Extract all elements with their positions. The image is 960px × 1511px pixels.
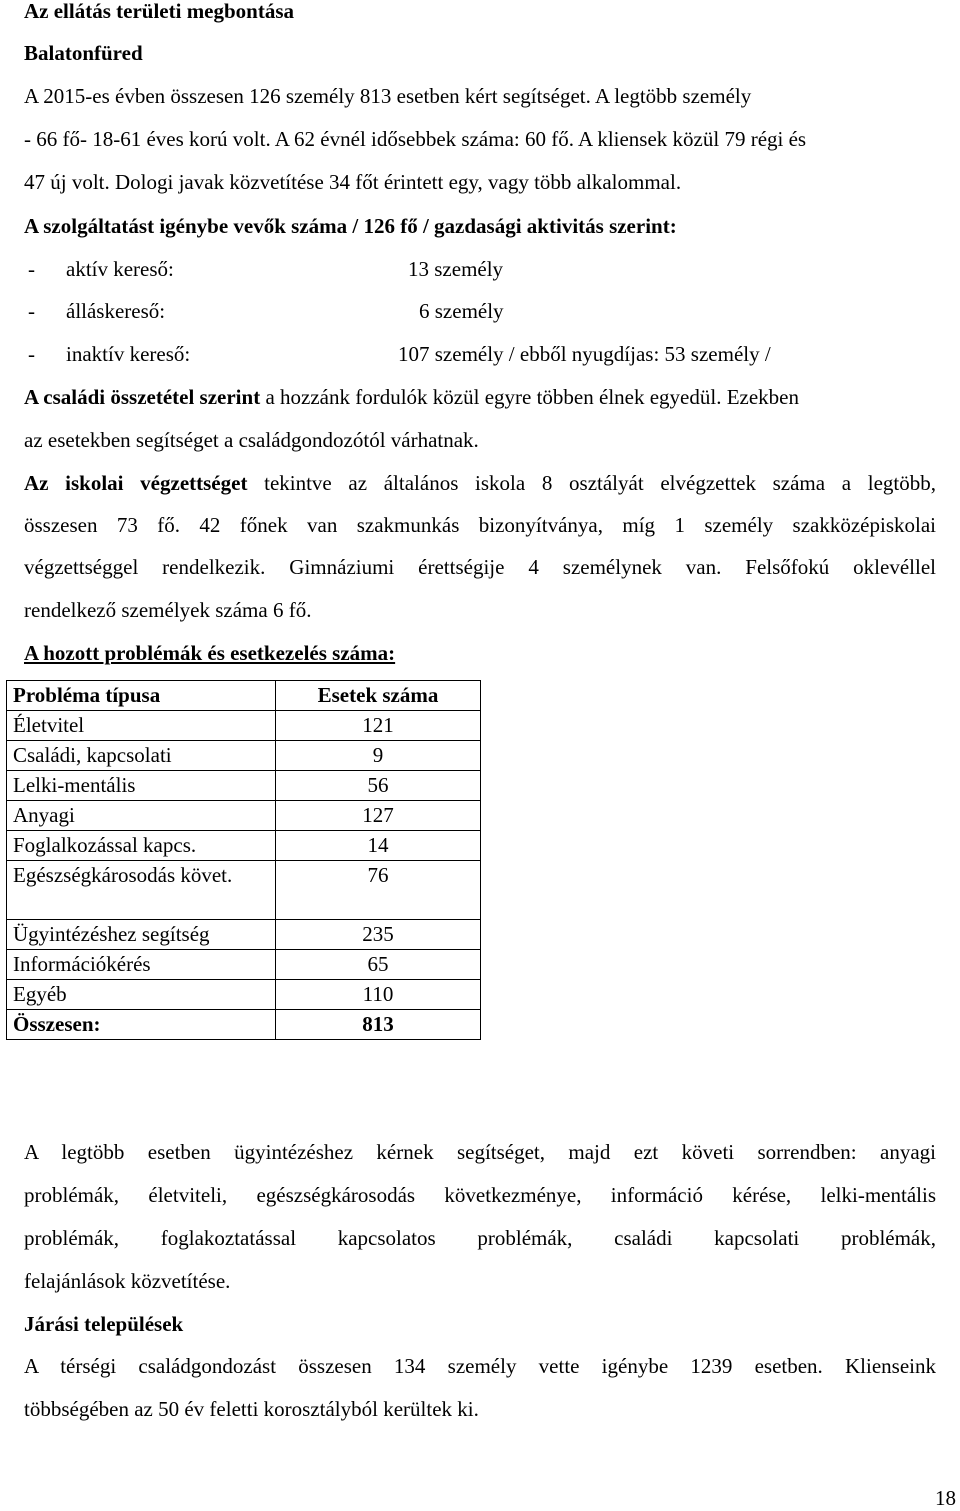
problem-count-cell: 127 [276,801,481,831]
education-line-1 [24,470,936,496]
list-dash: - [28,257,35,281]
activity-item-active [28,256,504,282]
summary-line-2: problémák, életviteli, egészségkárosodás következménye, információ kérése, lelki-mentális [24,1183,936,1207]
table-row [7,861,481,920]
district-line-1: A térségi családgondozást összesen 134 személy vette igénybe 1239 esetben. Klienseink [24,1354,936,1378]
activity-label: álláskereső: [66,299,166,323]
activity-value: 6 személy [419,299,504,323]
table-row [7,741,481,771]
problem-count-cell: 14 [276,831,481,861]
problems-table [6,680,481,1040]
family-bold: A családi összetétel szerint [24,385,261,409]
education-line-4: rendelkező személyek száma 6 fő. [24,598,312,622]
problem-count-cell: 235 [276,920,481,950]
district-line-2: többségében az 50 év feletti korosztályból kerültek ki. [24,1397,479,1421]
total-label-cell: Összesen: [7,1010,276,1040]
family-rest: a hozzánk fordulók közül egyre többen élnek egyedül. Ezekben [260,385,799,409]
table-row [7,980,481,1010]
problem-type-cell: Anyagi [7,801,276,831]
district-title: Járási települések [24,1312,184,1336]
problem-type-cell: Információkérés [7,950,276,980]
table-header-row [7,681,481,711]
intro-line-1: A 2015-es évben összesen 126 személy 813 esetben kért segítséget. A legtöbb személy [24,84,752,108]
problem-count-cell: 65 [276,950,481,980]
summary-line-1: A legtöbb esetben ügyintézéshez kérnek segítséget, majd ezt követi sorrendben: anyagi [24,1140,936,1164]
section-heading: Az ellátás területi megbontása [24,0,295,23]
education-line-2: összesen 73 fő. 42 főnek van szakmunkás bizonyítványa, míg 1 személy szakközépiskolai [24,513,936,537]
problem-count-cell: 121 [276,711,481,741]
subsection-heading: Balatonfüred [24,41,143,65]
activity-title: A szolgáltatást igénybe vevők száma / 126 fő / gazdasági aktivitás szerint: [24,214,677,238]
table-total-row [7,1010,481,1040]
table-row [7,831,481,861]
problem-type-cell: Lelki-mentális [7,771,276,801]
intro-line-2: - 66 fő- 18-61 éves korú volt. A 62 évnél idősebbek száma: 60 fő. A kliensek közül 79 régi és [24,127,807,151]
education-line-3: végzettséggel rendelkezik. Gimnáziumi érettségije 4 személynek van. Felsőfokú oklevéllel [24,555,936,579]
problem-count-cell: 110 [276,980,481,1010]
problem-count-cell: 56 [276,771,481,801]
header-cell-count: Esetek száma [276,681,481,711]
problem-type-cell: Családi, kapcsolati [7,741,276,771]
education-bold: Az iskolai végzettséget [24,471,248,495]
problems-title: A hozott problémák és esetkezelés száma: [24,641,396,665]
table-row [7,920,481,950]
problem-count-cell: 76 [276,861,481,920]
table-row [7,771,481,801]
summary-line-4: felajánlások közvetítése. [24,1269,231,1293]
intro-line-3: 47 új volt. Dologi javak közvetítése 34 főt érintett egy, vagy több alkalommal. [24,170,682,194]
problem-type-cell: Foglalkozással kapcs. [7,831,276,861]
problem-type-cell: Egészségkárosodás követ. [7,861,276,920]
page-number: 18 [935,1486,956,1510]
problem-type-cell: Egyéb [7,980,276,1010]
activity-label: inaktív kereső: [66,342,191,366]
table-row [7,711,481,741]
list-dash: - [28,299,35,323]
activity-label: aktív kereső: [66,257,174,281]
table-row [7,950,481,980]
total-value-cell: 813 [276,1010,481,1040]
activity-value: 13 személy [408,257,504,281]
activity-item-jobseeker [28,298,504,324]
header-cell-type: Probléma típusa [7,681,276,711]
family-line-2: az esetekben segítséget a családgondozótól várhatnak. [24,428,479,452]
problem-count-cell: 9 [276,741,481,771]
problem-type-cell: Ügyintézéshez segítség [7,920,276,950]
summary-line-3: problémák, foglakoztatással kapcsolatos problémák, családi kapcsolati problémák, [24,1226,936,1250]
education-rest: tekintve az általános iskola 8 osztályát elvégzettek száma a legtöbb, [247,471,936,495]
family-line-1 [24,384,799,410]
problem-type-cell: Életvitel [7,711,276,741]
list-dash: - [28,342,35,366]
activity-value: 107 személy / ebből nyugdíjas: 53 személy / [398,342,771,366]
table-row [7,801,481,831]
activity-item-inactive [28,341,771,367]
